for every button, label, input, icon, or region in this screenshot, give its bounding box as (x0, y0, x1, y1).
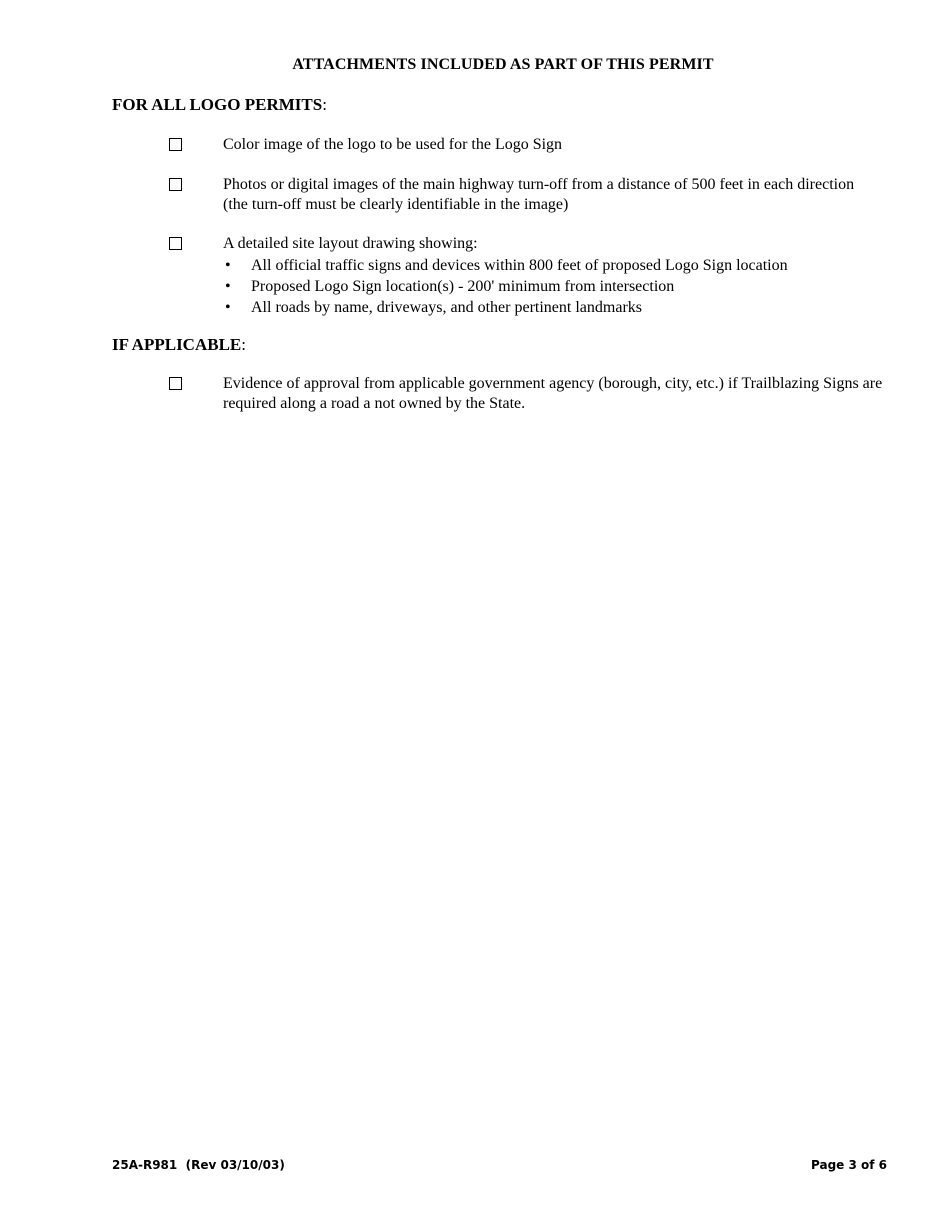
bullet-item (223, 255, 873, 276)
attachment-text: A detailed site layout drawing showing: (223, 235, 478, 252)
bullet-item (223, 297, 873, 318)
section-heading-text: FOR ALL LOGO PERMITS (112, 95, 323, 114)
section-heading-all-logo-permits (112, 95, 327, 115)
attachment-text: Photos or digital images of the main highway turn-off from a distance of 500 feet in each direction (the turn-off must be clearly identifiable in the image) (223, 176, 855, 213)
section-heading-text: IF APPLICABLE (112, 335, 242, 354)
bullet-icon: • (225, 278, 231, 295)
bullet-text: Proposed Logo Sign location(s) - 200' minimum from intersection (251, 278, 675, 295)
bullet-icon: • (225, 257, 231, 274)
section-heading-colon: : (241, 335, 246, 354)
bullet-item (223, 276, 873, 297)
attachment-checkbox[interactable] (169, 138, 182, 151)
attachment-checkbox[interactable] (169, 377, 182, 390)
bullet-text: All official traffic signs and devices within 800 feet of proposed Logo Sign location (251, 257, 788, 274)
page-title: ATTACHMENTS INCLUDED AS PART OF THIS PERMIT (292, 56, 714, 73)
section-heading-colon: : (322, 95, 327, 114)
attachment-text: Evidence of approval from applicable government agency (borough, city, etc.) if Trailblazing Signs are required along a road a not owned by the State. (223, 375, 883, 412)
attachment-text-block (223, 234, 873, 318)
attachment-text: Color image of the logo to be used for the Logo Sign (223, 136, 563, 153)
section-heading-if-applicable (112, 335, 246, 355)
bullet-text: All roads by name, driveways, and other pertinent landmarks (251, 299, 642, 316)
attachment-checkbox[interactable] (169, 178, 182, 191)
bullet-icon: • (225, 299, 231, 316)
page-number: Page 3 of 6 (811, 1158, 887, 1172)
attachment-checkbox[interactable] (169, 237, 182, 250)
bullet-list (223, 255, 873, 318)
form-id: 25A-R981 (Rev 03/10/03) (112, 1158, 285, 1172)
